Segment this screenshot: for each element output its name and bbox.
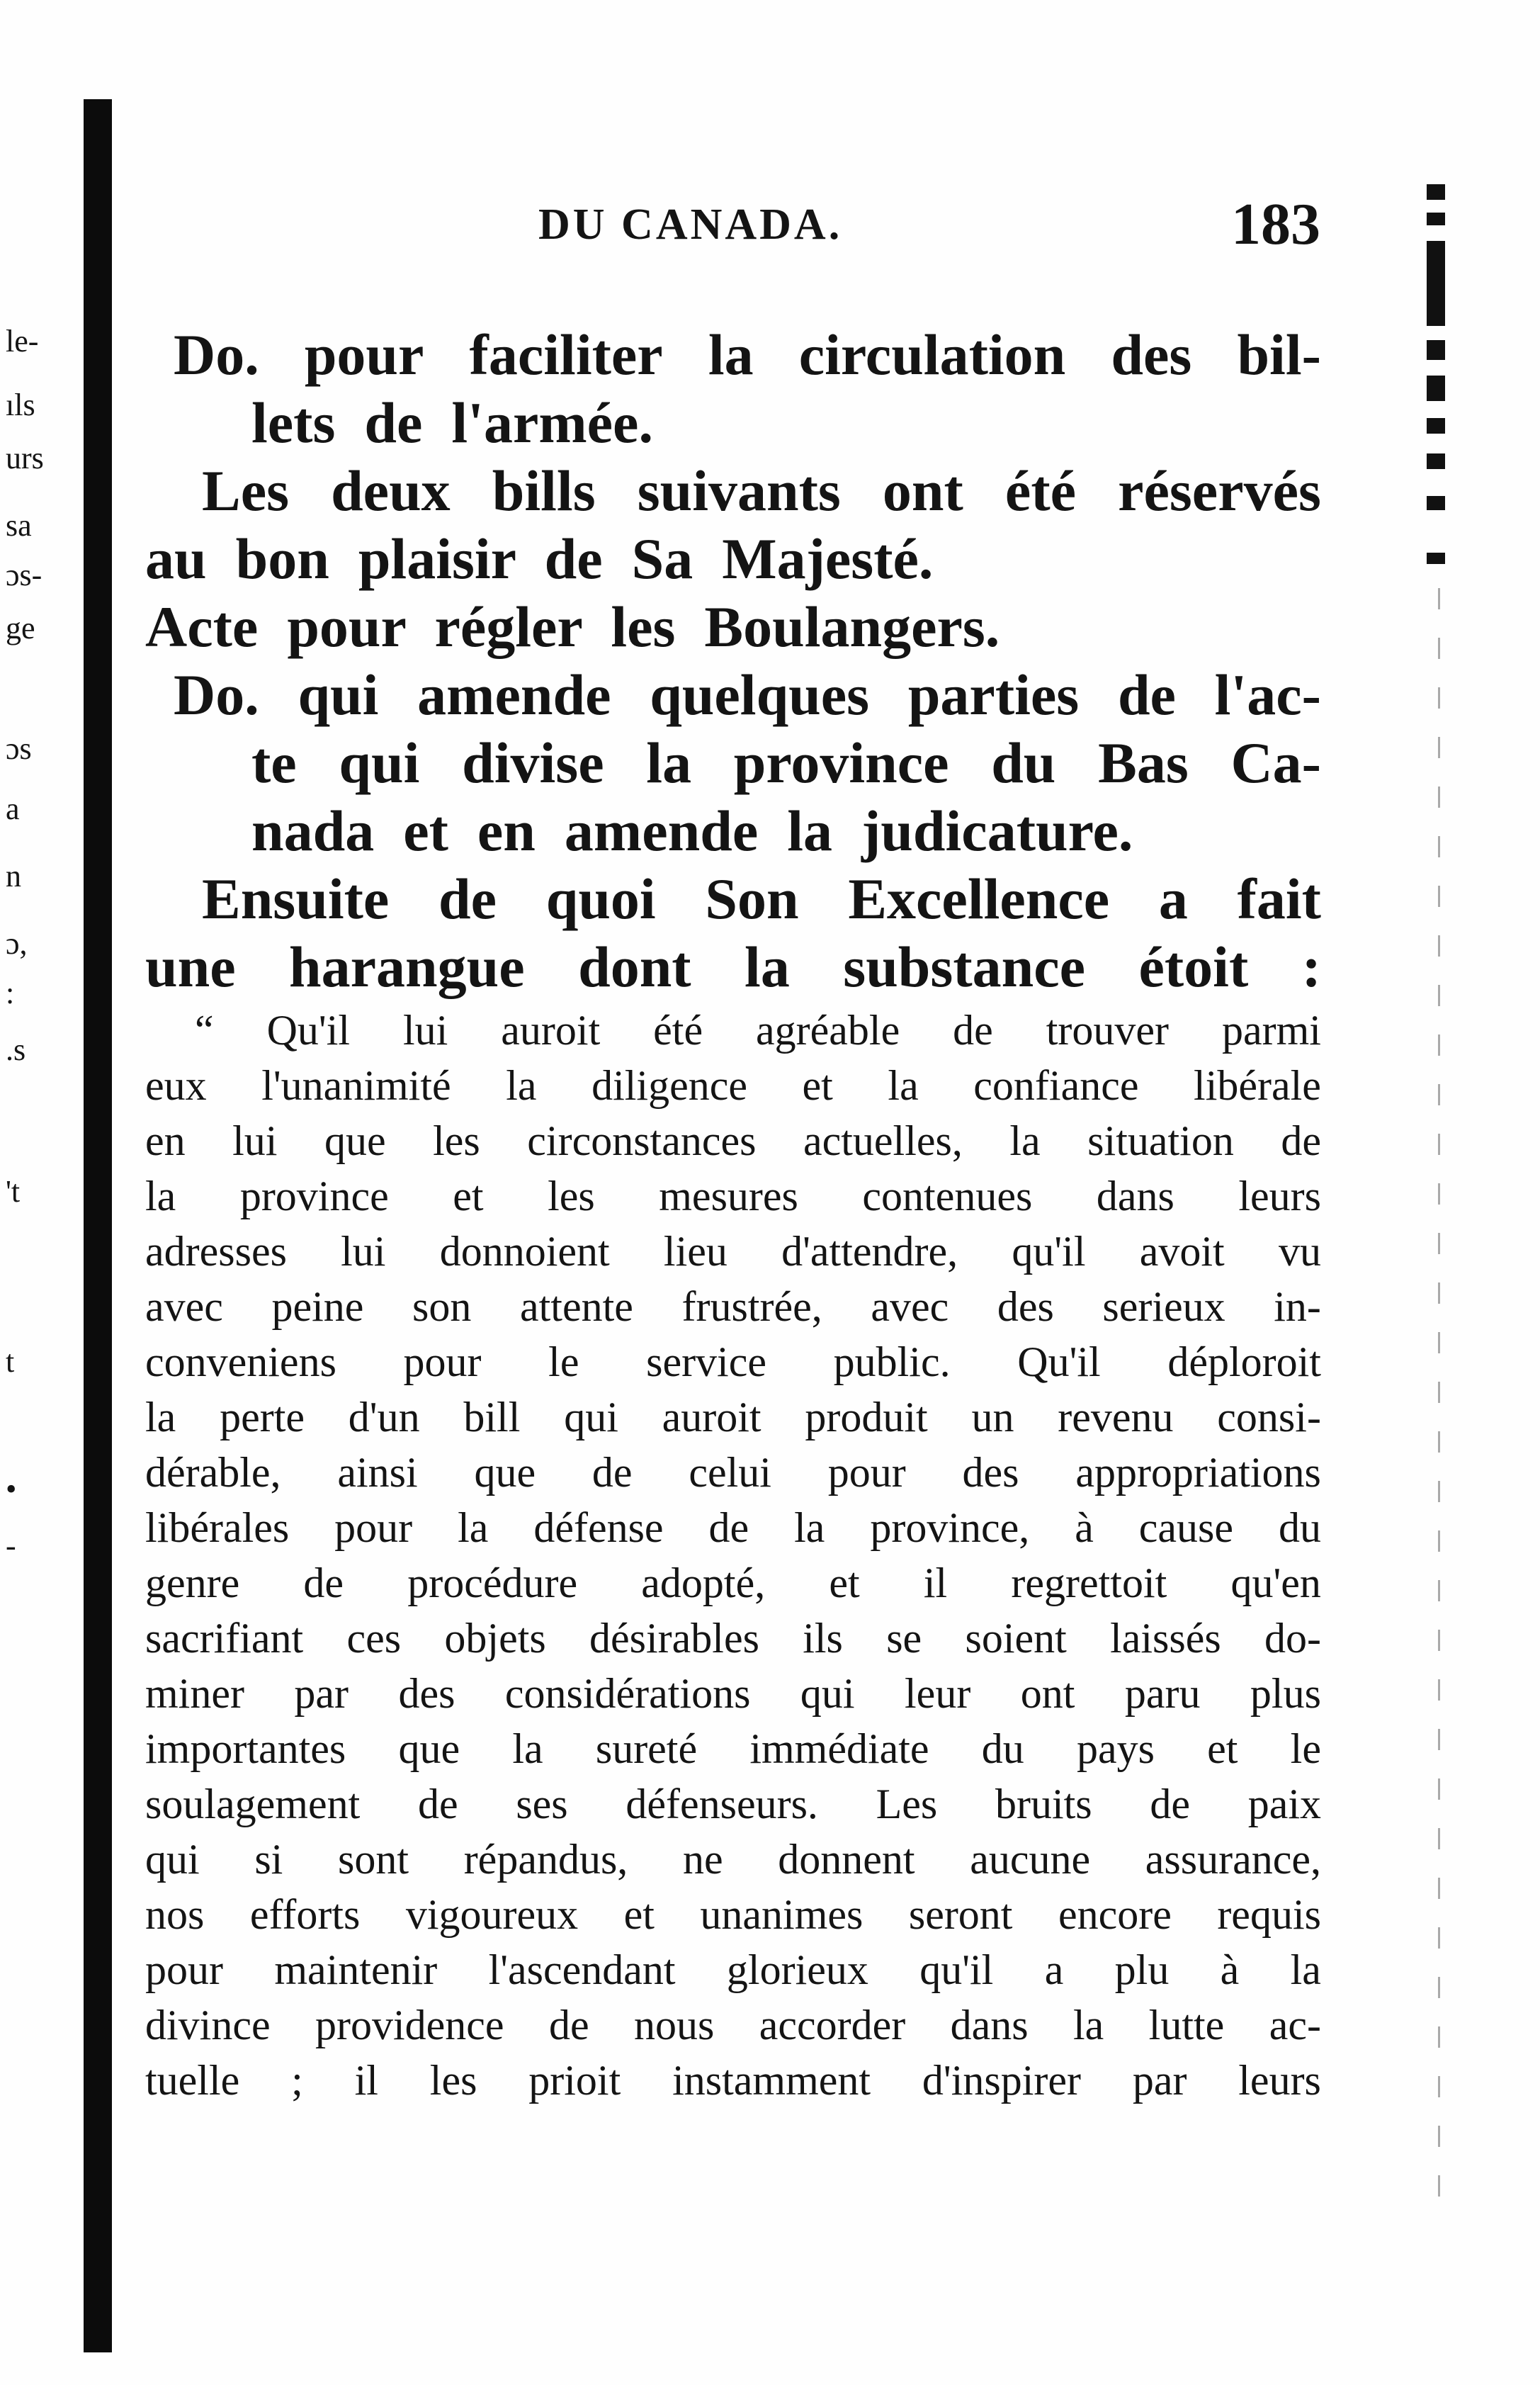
text-line: la province et les mesures contenues dans leurs [145,1173,1321,1219]
text-line: nos efforts vigoureux et unanimes seront encore requis [145,1891,1321,1938]
facing-page-fragment: sa [6,508,32,543]
text-line: lets de l'armée. [251,390,653,455]
text-line: dérable, ainsi que de celui pour des appropriations [145,1449,1321,1496]
facing-page-fragment: ɔs- [6,558,43,592]
text-line: eux l'unanimité la diligence et la confiance libérale [145,1062,1321,1109]
text-line: pour maintenir l'ascendant glorieux qu'il a plu à la [145,1946,1321,1993]
facing-page-fragment: ıls [6,388,35,422]
text-line: en lui que les circonstances actuelles, la situation de [145,1117,1321,1164]
facing-page-fragment: .s [6,1032,26,1067]
text-line: Acte pour régler les Boulangers. [145,594,1000,659]
facing-page-fragment: ɔs [6,731,32,766]
text-line: “ Qu'il lui auroit été agréable de trouver parmi [195,1007,1321,1054]
text-line: sacrifiant ces objets désirables ils se soient laissés do- [145,1615,1321,1662]
facing-page-fragment: • [6,1472,17,1506]
text-line: importantes que la sureté immédiate du pays et le [145,1725,1321,1772]
facing-page-fragment: : [6,976,15,1010]
text-line: Do. qui amende quelques parties de l'ac- [174,662,1321,727]
binding-edge [84,99,112,2352]
text-line: adresses lui donnoient lieu d'attendre, qu'il avoit vu [145,1228,1321,1275]
text-line: une harangue dont la substance étoit : [145,935,1321,999]
text-line: la perte d'un bill qui auroit produit un revenu consi- [145,1394,1321,1440]
text-line: qui si sont répandus, ne donnent aucune assurance, [145,1836,1321,1883]
facing-page-fragment: - [6,1528,16,1563]
text-line: te qui divise la province du Bas Ca- [251,731,1321,795]
facing-page-fragment: ge [6,611,35,645]
text-line: Les deux bills suivants ont été réservés [202,458,1321,523]
text-line: avec peine son attente frustrée, avec des serieux in- [145,1283,1321,1330]
text-line: genre de procédure adopté, et il regrettoit qu'en [145,1560,1321,1606]
facing-page-fragment: 't [6,1174,21,1209]
facing-page-fragment: urs [6,441,44,475]
text-line: soulagement de ses défenseurs. Les bruits de paix [145,1781,1321,1827]
text-line: Do. pour faciliter la circulation des bil- [174,322,1321,387]
facing-page-fragment: n [6,859,21,893]
running-head: DU CANADA. [538,201,843,249]
facing-page-fragment: ɔ, [6,926,28,961]
facing-page-fragment: le- [6,324,39,359]
facing-page-fragment: a [6,791,20,826]
right-edge-marks [1424,184,1452,581]
text-line: au bon plaisir de Sa Majesté. [145,526,934,591]
facing-page-fragment: t [6,1344,15,1379]
text-line: conveniens pour le service public. Qu'il déploroit [145,1338,1321,1385]
text-line: miner par des considérations qui leur ont paru plus [145,1670,1321,1717]
text-line: libérales pour la défense de la province, à cause du [145,1504,1321,1551]
right-edge-rule [1438,588,1440,2218]
text-line: Ensuite de quoi Son Excellence a fait [202,867,1321,931]
text-line: divince providence de nous accorder dans la lutte ac- [145,2002,1321,2048]
text-line: tuelle ; il les prioit instamment d'inspirer par leurs [145,2057,1321,2104]
page-number: 183 [1231,191,1320,257]
text-line: nada et en amende la judicature. [251,799,1133,863]
